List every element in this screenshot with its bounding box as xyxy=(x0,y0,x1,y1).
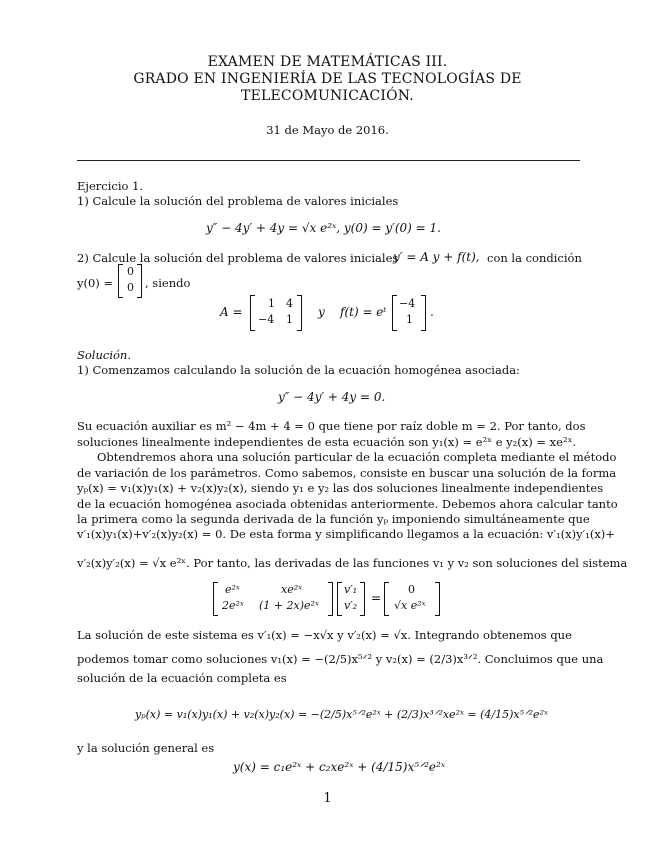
header-divider xyxy=(77,160,580,161)
matrix-A-entry: 4 xyxy=(286,297,293,310)
solution-line-12: podemos tomar como soluciones v₁(x) = −(2/5)x⁵ᐟ² y v₂(x) = (2/3)x³ᐟ². Concluimos que una xyxy=(77,652,604,666)
solution-line-1: 1) Comenzamos calculando la solución de la ecuación homogénea asociada: xyxy=(77,363,520,377)
system-matrix-entry: (1 + 2x)e²ˣ xyxy=(259,599,319,612)
solution-line-5: de variación de los parámetros. Como sabemos, consiste en buscar una solución de la forma xyxy=(77,466,617,480)
system-matrix xyxy=(213,582,333,616)
solution-label: Solución. xyxy=(77,348,131,362)
solution-line-10: v′₂(x)y′₂(x) = √x e²ˣ. Por tanto, las derivadas de las funciones v₁ y v₂ son soluciones del sistema xyxy=(77,556,628,570)
exam-date: 31 de Mayo de 2016. xyxy=(266,123,389,137)
unknown-entry: v′₂ xyxy=(344,599,358,612)
f-label: f(t) = eᵗ xyxy=(340,305,387,319)
equation-1: y″ − 4y′ + 4y = √x e²ˣ, y(0) = y′(0) = 1. xyxy=(206,221,441,235)
matrix-A-entry: 1 xyxy=(286,313,293,326)
matrix-A-entry: 1 xyxy=(268,297,275,310)
solution-line-3: soluciones linealmente independientes de esta ecuación son y₁(x) = e²ˣ e y₂(x) = xe²ˣ. xyxy=(77,435,577,449)
condition-text: con la condición xyxy=(487,251,582,265)
system-equals: = xyxy=(371,591,382,605)
initial-condition-vector xyxy=(118,264,142,298)
solution-line-9: v′₁(x)y₁(x)+v′₂(x)y₂(x) = 0. De esta forma y simplificando llegamos a la ecuación: v′₁(x)y′₁(x)+ xyxy=(77,527,615,541)
page-number: 1 xyxy=(323,791,332,806)
period: . xyxy=(430,305,434,319)
particular-solution-equation: yₚ(x) = v₁(x)y₁(x) + v₂(x)y₂(x) = −(2/5)x⁵ᐟ²e²ˣ + (2/3)x³ᐟ²xe²ˣ = (4/15)x⁵ᐟ²e²ˣ xyxy=(135,708,548,721)
vector-f-entry: −4 xyxy=(399,297,416,310)
y0-entry: 0 xyxy=(127,265,134,278)
rhs-vector xyxy=(384,582,440,616)
solution-line-8: la primera como la segunda derivada de la función yₚ imponiendo simultáneamente que xyxy=(77,512,590,526)
rhs-entry: 0 xyxy=(408,583,415,596)
solution-line-13: solución de la ecuación completa es xyxy=(77,671,287,685)
general-solution-equation: y(x) = c₁e²ˣ + c₂xe²ˣ + (4/15)x⁵ᐟ²e²ˣ xyxy=(233,760,446,774)
rhs-entry: √x e²ˣ xyxy=(394,599,426,612)
homogeneous-equation: y″ − 4y′ + 4y = 0. xyxy=(278,390,386,404)
solution-line-4: Obtendremos ahora una solución particular de la ecuación completa mediante el método xyxy=(97,450,617,464)
y0-entry: 0 xyxy=(127,281,134,294)
vector-f xyxy=(392,295,426,331)
initial-condition-label: y(0) = xyxy=(77,276,114,290)
solution-line-6: yₚ(x) = v₁(x)y₁(x) + v₂(x)y₂(x), siendo y₁ e y₂ las dos soluciones linealmente independientes xyxy=(77,481,604,495)
solution-line-14: y la solución general es xyxy=(77,741,215,755)
unknown-vector xyxy=(337,582,365,616)
solution-line-2: Su ecuación auxiliar es m² − 4m + 4 = 0 que tiene por raíz doble m = 2. Por tanto, dos xyxy=(77,419,586,433)
system-matrix-entry: e²ˣ xyxy=(225,583,240,596)
y-connector: y xyxy=(318,305,325,319)
title-line-3: TELECOMUNICACIÓN. xyxy=(241,88,414,104)
unknown-entry: v′₁ xyxy=(344,583,358,596)
system-equation: y′ = A y + f(t), xyxy=(393,250,480,264)
exercise-title: Ejercicio 1. xyxy=(77,179,144,193)
vector-f-entry: 1 xyxy=(406,313,413,326)
siendo-text: , siendo xyxy=(145,276,191,290)
system-matrix-entry: xe²ˣ xyxy=(281,583,303,596)
solution-line-11: La solución de este sistema es v′₁(x) = −x√x y v′₂(x) = √x. Integrando obtenemos que xyxy=(77,628,572,642)
exercise-part-2: 2) Calcule la solución del problema de valores iniciales xyxy=(77,251,399,265)
matrix-A xyxy=(250,295,302,331)
title-line-2: GRADO EN INGENIERÍA DE LAS TECNOLOGÍAS DE xyxy=(133,71,522,87)
system-matrix-entry: 2e²ˣ xyxy=(222,599,244,612)
exercise-part-1: 1) Calcule la solución del problema de valores iniciales xyxy=(77,194,399,208)
matrix-A-label: A = xyxy=(220,305,243,319)
title-line-1: EXAMEN DE MATEMÁTICAS III. xyxy=(207,54,448,70)
matrix-A-entry: −4 xyxy=(258,313,275,326)
solution-line-7: de la ecuación homogénea asociada obtenidas anteriormente. Debemos ahora calcular tanto xyxy=(77,497,618,511)
